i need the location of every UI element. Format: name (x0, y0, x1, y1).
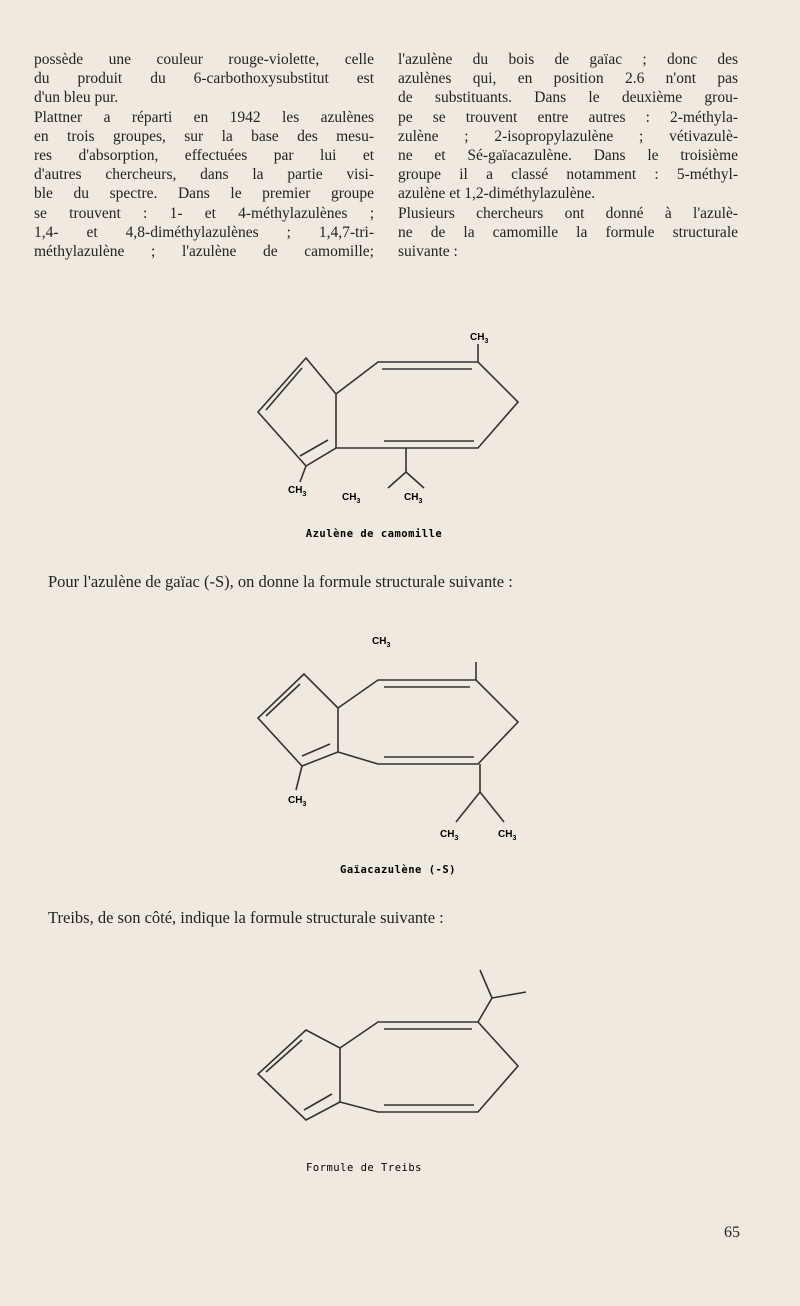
figure-caption: Formule de Treibs (306, 1162, 422, 1174)
text-line: Plusieurs chercheurs ont donné à l'azulè- (398, 204, 738, 222)
text-line: d'un bleu pur. (34, 89, 119, 107)
text-line: ne de la camomille la formule structurale (398, 223, 738, 241)
text-line: d'autres chercheurs, dans la partie visi- (34, 166, 374, 184)
text-line: res d'absorption, effectuées par lui et (34, 147, 374, 165)
page-number: 65 (724, 1224, 740, 1241)
text-line: méthylazulène ; l'azulène de camomille; (34, 243, 374, 261)
text-line: 1,4- et 4,8-diméthylazulènes ; 1,4,7-tri- (34, 223, 374, 241)
text-line: groupe il a classé notamment : 5-méthyl- (398, 166, 738, 184)
methyl-label: $CH_3$ (372, 636, 391, 649)
text-line: suivante : (398, 243, 458, 261)
text-line: de substituants. Dans le deuxième grou- (398, 89, 738, 107)
methyl-label: $CH_3$ (288, 795, 307, 808)
text-line: du produit du 6-carbothoxysubstitut est (34, 70, 374, 88)
text-line: zulène ; 2-isopropylazulène ; vétivazulè- (398, 127, 738, 145)
methyl-label: $CH_3$ (498, 829, 517, 842)
figure-caption: Gaïacazulène (-S) (340, 864, 456, 876)
methyl-label: $CH_3$ (404, 492, 423, 505)
text-line: se trouvent : 1- et 4-méthylazulènes ; (34, 204, 374, 222)
methyl-label: $CH_3$ (440, 829, 459, 842)
text-line: pe se trouvent entre autres : 2-méthyla- (398, 108, 738, 126)
figure-caption: Azulène de camomille (305, 528, 443, 540)
text-line: ne et Sé-gaïacazulène. Dans le troisième (398, 147, 738, 165)
text-line: Plattner a réparti en 1942 les azulènes (34, 108, 374, 126)
text-line: possède une couleur rouge-violette, celle (34, 51, 374, 68)
gaiac-intro-text: Pour l'azulène de gaïac (-S), on donne la formule structurale suivante : (48, 572, 513, 591)
methyl-label: $CH_3$ (470, 332, 489, 345)
text-line: en trois groupes, sur la base des mesu- (34, 127, 374, 145)
text-line: l'azulène du bois de gaïac ; donc des (398, 51, 738, 68)
text-line: ble du spectre. Dans le premier groupe (34, 185, 374, 203)
methyl-label: $CH_3$ (342, 492, 361, 505)
treibs-intro-text: Treibs, de son côté, indique la formule structurale suivante : (48, 908, 444, 927)
treibs-bonds (258, 970, 526, 1120)
methyl-label: $CH_3$ (288, 485, 307, 498)
text-line: azulènes qui, en position 2.6 n'ont pas (398, 70, 738, 88)
text-line: azulène et 1,2-diméthylazulène. (398, 185, 596, 203)
